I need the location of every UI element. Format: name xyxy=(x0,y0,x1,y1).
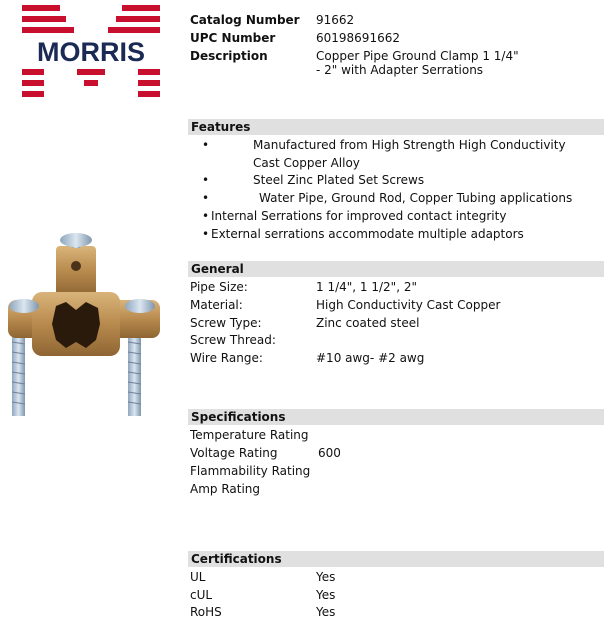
catalog-number-label: Catalog Number xyxy=(190,13,300,27)
voltage-rating-value: 600 xyxy=(318,446,341,460)
logo-text: MORRIS xyxy=(37,37,145,67)
ul-value: Yes xyxy=(316,570,336,584)
description-value-line1: Copper Pipe Ground Clamp 1 1/4" xyxy=(316,49,519,63)
certifications-header xyxy=(188,551,604,567)
features-header xyxy=(188,119,604,135)
bullet-icon: • xyxy=(202,191,210,205)
feature-item: Water Pipe, Ground Rod, Copper Tubing applications xyxy=(259,191,573,205)
specifications-title: Specifications xyxy=(191,410,286,424)
upc-number-label: UPC Number xyxy=(190,31,276,45)
pipe-size-value: 1 1/4", 1 1/2", 2" xyxy=(316,280,417,294)
general-header xyxy=(188,261,604,277)
flammability-rating-label: Flammability Rating xyxy=(190,464,311,478)
wire-range-label: Wire Range: xyxy=(190,351,263,365)
feature-item: Steel Zinc Plated Set Screws xyxy=(253,173,425,187)
ground-clamp-illustration xyxy=(4,232,164,420)
feature-item-continued: Cast Copper Alloy xyxy=(253,156,360,170)
rohs-value: Yes xyxy=(316,605,336,619)
general-title: General xyxy=(191,262,244,276)
specifications-header xyxy=(188,409,604,425)
voltage-rating-label: Voltage Rating xyxy=(190,446,278,460)
ul-label: UL xyxy=(190,570,206,584)
material-value: High Conductivity Cast Copper xyxy=(316,298,501,312)
bullet-icon: • xyxy=(202,227,210,241)
description-value-line2: - 2" with Adapter Serrations xyxy=(316,63,484,77)
feature-item: Manufactured from High Strength High Conductivity xyxy=(253,138,566,152)
cul-value: Yes xyxy=(316,588,336,602)
catalog-number-value: 91662 xyxy=(316,13,355,27)
bullet-icon: • xyxy=(202,138,210,152)
description-label: Description xyxy=(190,49,268,63)
certifications-title: Certifications xyxy=(191,552,282,566)
morris-logo xyxy=(22,5,160,99)
wire-range-value: #10 awg- #2 awg xyxy=(316,351,425,365)
screw-thread-label: Screw Thread: xyxy=(190,333,276,347)
features-title: Features xyxy=(191,120,251,134)
upc-number-value: 60198691662 xyxy=(316,31,400,45)
temperature-rating-label: Temperature Rating xyxy=(190,428,309,442)
product-image xyxy=(4,232,164,420)
feature-item: External serrations accommodate multiple adaptors xyxy=(211,227,524,241)
pipe-size-label: Pipe Size: xyxy=(190,280,248,294)
screw-type-value: Zinc coated steel xyxy=(316,316,420,330)
amp-rating-label: Amp Rating xyxy=(190,482,261,496)
rohs-label: RoHS xyxy=(190,605,222,619)
cul-label: cUL xyxy=(190,588,213,602)
morris-m-mark xyxy=(22,5,160,99)
material-label: Material: xyxy=(190,298,243,312)
screw-type-label: Screw Type: xyxy=(190,316,262,330)
bullet-icon: • xyxy=(202,209,210,223)
bullet-icon: • xyxy=(202,173,210,187)
feature-item: Internal Serrations for improved contact integrity xyxy=(211,209,507,223)
